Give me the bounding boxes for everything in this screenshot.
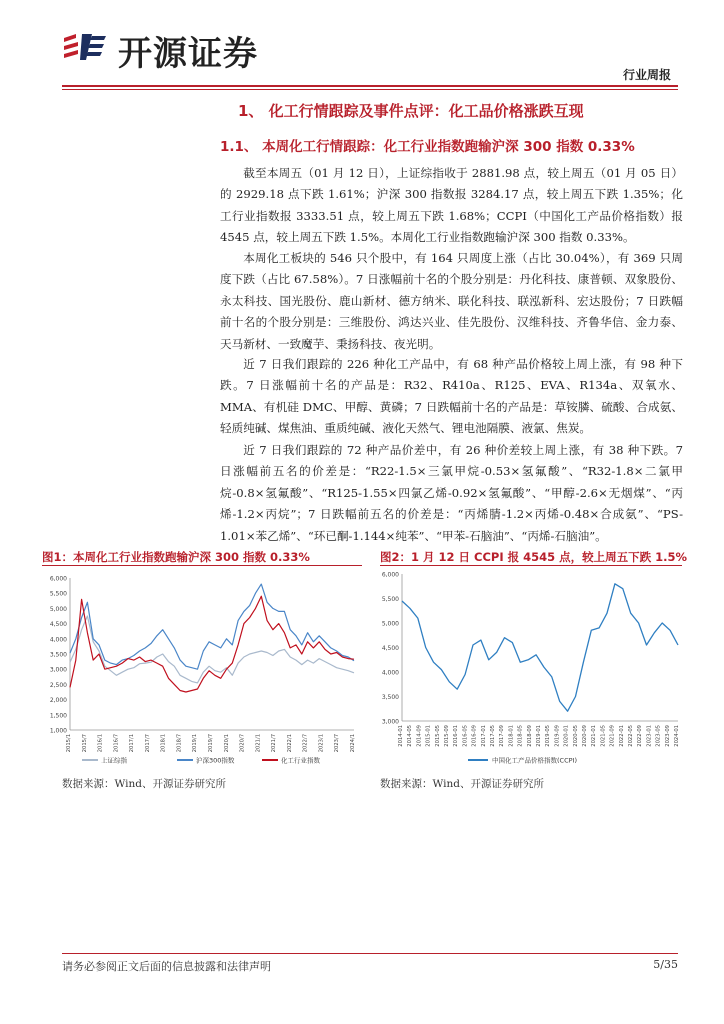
x-tick-label: 2022-05 [628, 725, 634, 747]
header-rule-thin [62, 89, 678, 90]
x-tick-label: 2018-09 [526, 725, 533, 747]
page-number: 5/35 [653, 958, 678, 971]
logo-text: 开源证券 [118, 34, 258, 74]
section-heading: 1、 化工行情跟踪及事件点评：化工品价格涨跌互现 [238, 102, 584, 120]
x-tick-label: 2019/7 [208, 734, 214, 753]
x-tick-label: 2015-05 [434, 725, 441, 747]
figure1-source: 数据来源：Wind、开源证券研究所 [62, 778, 226, 790]
chart-ccpi [372, 566, 686, 770]
y-tick-label: 3,500 [49, 651, 67, 659]
legend-label: 化工行业指数 [281, 756, 320, 765]
x-tick-label: 2020-01 [563, 725, 570, 747]
y-tick-label: 3,000 [381, 718, 399, 726]
figure1-title-rule [42, 565, 362, 566]
series-line-3 [70, 596, 354, 692]
x-tick-label: 2020/7 [239, 734, 246, 753]
x-tick-label: 2018-01 [508, 725, 515, 747]
paragraph-spreads: 近 7 日我们跟踪的 72 种产品价差中，有 26 种价差较上周上涨，有 38 种下跌。7 日涨幅前五名的价差是：“R22-1.5×三氯甲烷-0.53×氢氟酸”、“R32-1.8×二氯甲烷-0.8×氢氟酸”、“R125-1.55×四氯乙烯-0.92×氢氟酸”、“甲醇-2.6×无烟煤”、“丙烯-1.2×丙烷”；7 日跌幅前五名的价差是：“丙烯腈-1.2×丙烯-0.48×合成氨”、“PS-1.01×苯乙烯”、“环已酮-1.144×纯苯”、“甲苯-石脑油”、“丙烯-石脑油”。 [220, 443, 683, 543]
footer-rule [62, 953, 678, 954]
y-tick-label: 2,500 [49, 681, 67, 689]
subsection-heading: 1.1、 本周化工行情跟踪：化工行业指数跑输沪深 300 指数 0.33% [220, 139, 635, 155]
y-tick-label: 5,500 [381, 596, 399, 603]
y-tick-label: 4,000 [49, 636, 67, 644]
legend-label: 上证综指 [101, 756, 127, 765]
paragraph-market-summary: 截至本周五（01 月 12 日），上证综指收于 2881.98 点，较上周五（01 月 05 日）的 2929.18 点下跌 1.61%；沪深 300 指数报 3284.17 点，较上周五下跌 1.35%；化工行业指数报 3333.51 点，较上周五下跌 1.68%；CCPI（中国化工产品价格指数）报 4545 点，较上周五下跌 1.5%。本周化工行业指数跑输沪深 300 指数 0.33%。 [220, 166, 683, 245]
x-tick-label: 2015/1 [66, 734, 72, 753]
x-tick-label: 2023-01 [646, 725, 653, 747]
x-tick-label: 2014-01 [398, 725, 404, 747]
legend-label: 沪深300指数 [196, 756, 235, 765]
footer-disclaimer: 请务必参阅正文后面的信息披露和法律声明 [62, 960, 271, 973]
y-tick-label: 5,000 [381, 620, 399, 628]
y-tick-label: 4,000 [381, 669, 399, 677]
figure1-title: 图1：本周化工行业指数跑输沪深 300 指数 0.33% [42, 550, 310, 564]
x-tick-label: 2024-01 [674, 725, 680, 747]
x-tick-label: 2014-05 [407, 725, 414, 747]
y-tick-label: 6,000 [49, 575, 67, 583]
y-tick-label: 5,000 [49, 605, 67, 613]
logo-mark-icon [62, 30, 108, 64]
x-tick-label: 2017/7 [144, 734, 151, 753]
figure2-source: 数据来源：Wind、开源证券研究所 [380, 778, 544, 790]
paragraph-products: 近 7 日我们跟踪的 226 种化工产品中，有 68 种产品价格较上周上涨，有 98 种下跌。7 日涨幅前十名的产品是：R32、R410a、R125、EVA、R134a、双氧水、MMA、有机硅 DMC、甲醇、黄磷；7 日跌幅前十名的产品是：草铵膦、硫酸、合成氨、轻质纯碱、煤焦油、重质纯碱、液化天然气、锂电池隔膜、液氯、焦炭。 [220, 357, 683, 436]
x-tick-label: 2024/1 [350, 734, 356, 753]
x-tick-label: 2021-09 [609, 725, 616, 747]
x-tick-label: 2018-05 [517, 725, 524, 747]
x-tick-label: 2016-09 [471, 725, 478, 747]
y-tick-label: 2,000 [49, 697, 67, 705]
y-tick-label: 5,500 [49, 590, 67, 598]
y-tick-label: 6,000 [381, 571, 399, 579]
x-tick-label: 2023-09 [664, 725, 671, 747]
x-tick-label: 2021/7 [271, 734, 278, 753]
x-tick-label: 2019/1 [192, 734, 199, 753]
x-tick-label: 2022-01 [618, 725, 625, 747]
x-tick-label: 2022/1 [286, 734, 293, 753]
x-tick-label: 2020-09 [582, 725, 588, 747]
x-tick-label: 2016-01 [453, 725, 460, 747]
x-tick-label: 2021-05 [600, 725, 607, 747]
x-tick-label: 2017/1 [129, 734, 136, 753]
x-tick-label: 2018/1 [160, 734, 167, 753]
x-tick-label: 2017-05 [490, 725, 496, 747]
x-tick-label: 2016/7 [113, 734, 120, 753]
x-tick-label: 2017-09 [499, 725, 506, 747]
x-tick-label: 2015-01 [425, 725, 432, 747]
x-tick-label: 2014-09 [416, 725, 423, 747]
header-rule [62, 85, 678, 87]
legend-label: 中国化工产品价格指数(CCPI) [492, 756, 577, 765]
x-tick-label: 2020/1 [223, 734, 230, 753]
x-tick-label: 2021/1 [255, 734, 262, 753]
x-tick-label: 2020-05 [572, 725, 579, 747]
x-tick-label: 2019-05 [545, 725, 552, 747]
series-line-2 [70, 584, 354, 669]
y-tick-label: 1,000 [49, 727, 67, 735]
x-tick-label: 2023-05 [655, 725, 662, 747]
x-tick-label: 2015/7 [81, 734, 88, 753]
x-tick-label: 2018/7 [176, 734, 183, 753]
x-tick-label: 2021-01 [591, 725, 598, 747]
series-line-1 [402, 584, 678, 711]
y-tick-label: 1,500 [49, 712, 67, 720]
y-tick-label: 3,500 [381, 694, 399, 701]
paragraph-stocks: 本周化工板块的 546 只个股中，有 164 只周度上涨（占比 30.04%），有 369 只周度下跌（占比 67.58%）。7 日涨幅前十名的个股分别是：丹化科技、康普顿、双象股份、永太科技、国光股份、鹿山新材、德方纳米、联化科技、联泓新科、宏达股份；7 日跌幅前十名的个股分别是：三维股份、鸿达兴业、佳先股份、汉维科技、齐鲁华信、金力泰、天马新材、一致魔芋、秉扬科技、夜光明。 [220, 251, 683, 351]
y-tick-label: 4,500 [381, 645, 399, 652]
x-tick-label: 2016-05 [462, 725, 469, 747]
y-tick-label: 4,500 [49, 621, 67, 629]
x-tick-label: 2023/1 [318, 734, 325, 753]
figure2-title: 图2：1 月 12 日 CCPI 报 4545 点，较上周五下跌 1.5% [380, 550, 688, 564]
x-tick-label: 2019-01 [536, 725, 542, 747]
x-tick-label: 2017-01 [480, 725, 487, 747]
x-tick-label: 2019-09 [554, 725, 561, 747]
x-tick-label: 2022/7 [302, 734, 309, 753]
x-tick-label: 2022-09 [637, 725, 644, 747]
y-tick-label: 3,000 [49, 666, 67, 674]
report-type-label: 行业周报 [622, 68, 671, 82]
x-tick-label: 2015-09 [444, 725, 450, 747]
x-tick-label: 2023/7 [334, 734, 341, 753]
chart-index-comparison [42, 570, 364, 770]
x-tick-label: 2016/1 [97, 734, 104, 753]
